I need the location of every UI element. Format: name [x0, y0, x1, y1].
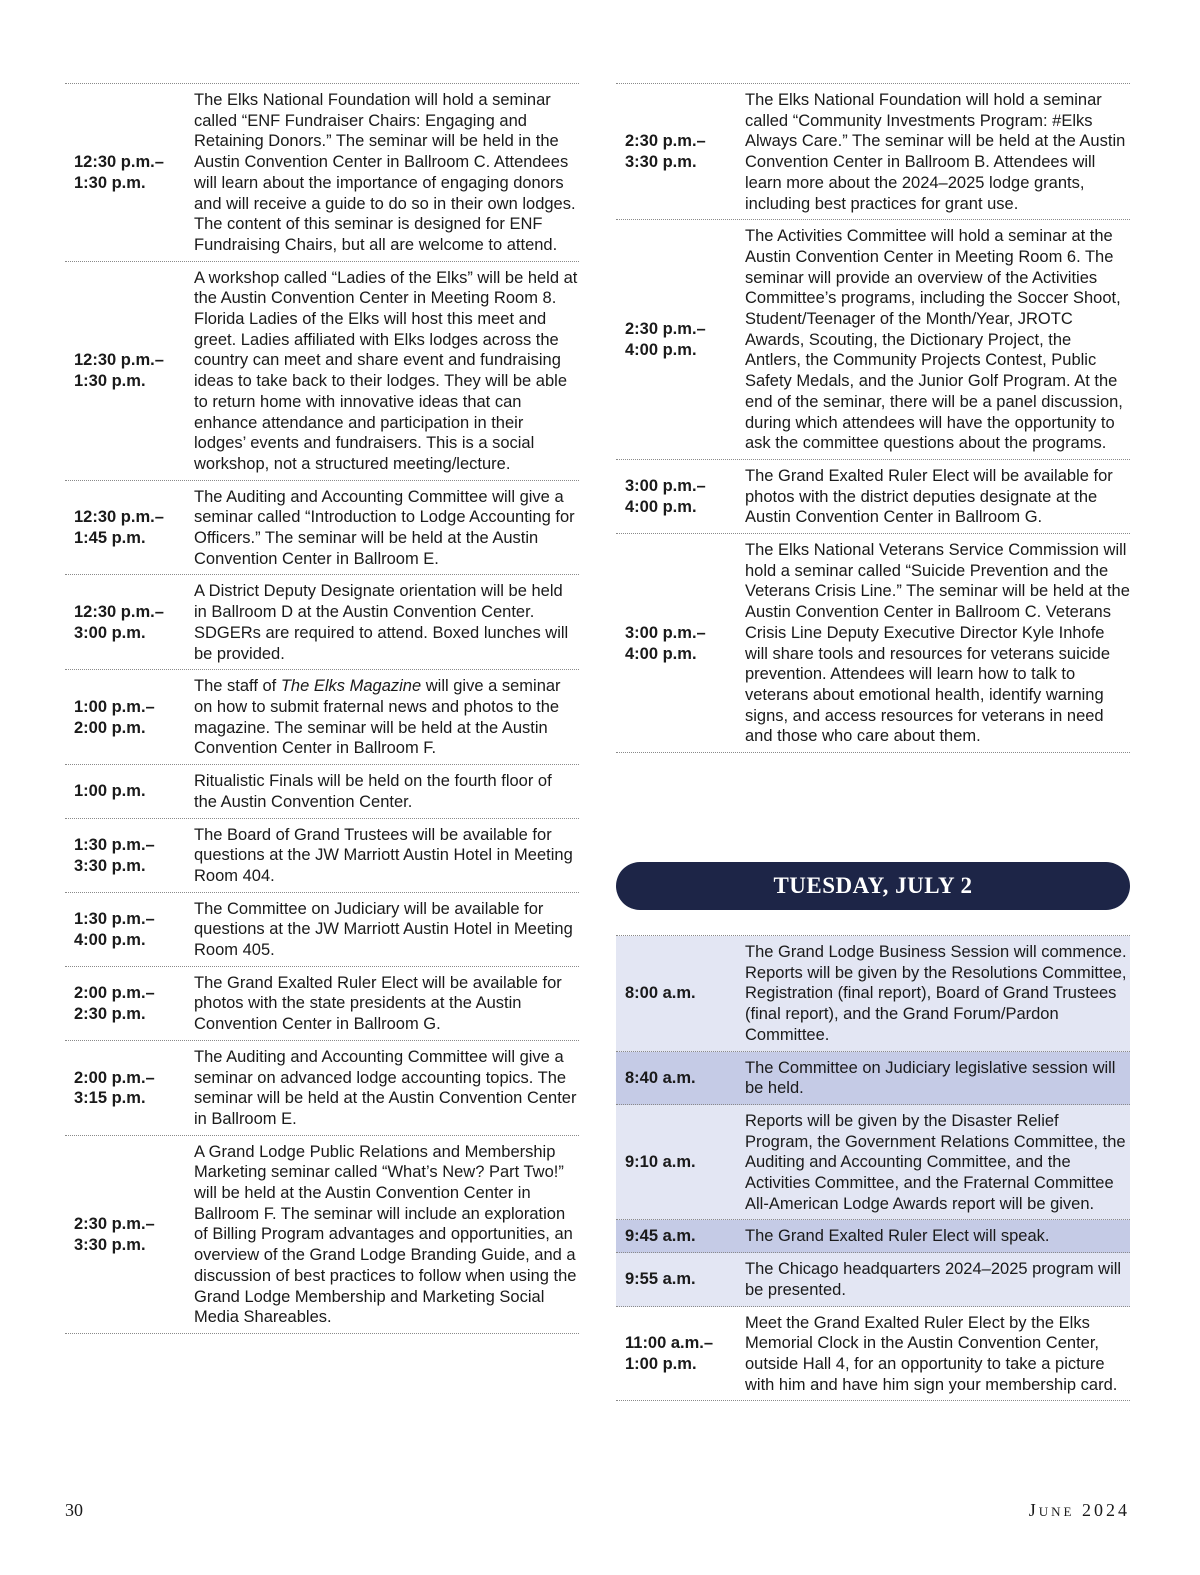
- event-description: The Grand Exalted Ruler Elect will speak.: [745, 1227, 1050, 1246]
- event-description: The Elks National Foundation will hold a seminar called “ENF Fundraiser Chairs: Engaging and Retaining Donors.” The seminar will be held in the Austin Convention Center in Ballroom C. Attendees will learn about the importance of engaging donors and will receive a guide to do so in their own lodges. The content of this seminar is designed for ENF Fundraising Chairs, but all are welcome to attend.: [194, 91, 576, 254]
- schedule-row: [65, 1041, 579, 1136]
- event-description: Reports will be given by the Disaster Relief Program, the Government Relations Committee, the Auditing and Accounting Committee, and the Activities Committee, and the Fraternal Committee All-American Lodge Awards report will be given.: [745, 1111, 1126, 1213]
- day-heading: TUESDAY, JULY 2: [616, 862, 1130, 910]
- event-start-time: 9:45 a.m.: [625, 1227, 696, 1246]
- event-description: The Grand Lodge Business Session will commence. Reports will be given by the Resolutions Committee, Registration (final report), Board of Grand Trustees (final report), and the Grand Forum/Pardon Committee.: [745, 943, 1127, 1044]
- event-end-time: 3:00 p.m.: [74, 623, 146, 642]
- event-start-time: 2:00 p.m.–: [74, 984, 155, 1003]
- schedule-row: [65, 84, 579, 262]
- event-start-time: 1:00 p.m.: [74, 782, 146, 801]
- schedule-list: [65, 83, 579, 1334]
- event-time: [616, 319, 745, 360]
- event-time: [616, 1226, 745, 1247]
- event-start-time: 3:00 p.m.–: [625, 623, 706, 642]
- event-start-time: 1:30 p.m.–: [74, 835, 155, 854]
- event-time: [616, 131, 745, 172]
- event-time: [65, 781, 194, 802]
- schedule-row: [65, 262, 579, 481]
- event-end-time: 4:00 p.m.: [625, 498, 697, 516]
- event-time: [65, 835, 194, 876]
- event-end-time: 4:00 p.m.: [625, 644, 697, 663]
- event-end-time: 2:30 p.m.: [74, 1004, 146, 1023]
- schedule-list: [616, 935, 1130, 1401]
- event-description: A workshop called “Ladies of the Elks” will be held at the Austin Convention Center in Meeting Room 8. Florida Ladies of the Elks will host this meet and greet. Ladies affiliated with Elks lodges across the country can meet and share event and fundraising ideas to take back to their lodges. They will be able to return home with innovative ideas that can enhance attendance and participation in their lodges’ events and fundraisers. This is a social workshop, not a structured meeting/lecture.: [194, 268, 578, 473]
- schedule-row: [65, 819, 579, 893]
- event-end-time: 1:00 p.m.: [625, 1354, 697, 1373]
- schedule-row: [616, 1253, 1130, 1306]
- event-start-time: 9:10 a.m.: [625, 1153, 696, 1172]
- event-end-time: 3:15 p.m.: [74, 1089, 146, 1108]
- event-end-time: 3:30 p.m.: [74, 856, 146, 875]
- schedule-row: [616, 534, 1130, 753]
- event-start-time: 9:55 a.m.: [625, 1270, 696, 1289]
- event-description: The Grand Exalted Ruler Elect will be available for photos with the district deputies designate at the Austin Convention Center in Ballroom G.: [745, 466, 1113, 527]
- event-description: The Board of Grand Trustees will be available for questions at the JW Marriott Austin Hotel in Meeting Room 404.: [194, 825, 573, 885]
- event-description: Ritualistic Finals will be held on the fourth floor of the Austin Convention Center.: [194, 772, 552, 811]
- event-start-time: 2:30 p.m.–: [74, 1215, 155, 1234]
- schedule-row: [616, 1307, 1130, 1402]
- event-time: [65, 152, 194, 193]
- event-time: [65, 350, 194, 391]
- schedule-row: [65, 1136, 579, 1334]
- schedule-row: [65, 670, 579, 765]
- event-start-time: 1:30 p.m.–: [74, 909, 155, 928]
- event-start-time: 12:30 p.m.–: [74, 351, 164, 370]
- schedule-row: [65, 967, 579, 1041]
- event-end-time: 3:30 p.m.: [625, 153, 697, 172]
- schedule-left-column: [65, 83, 579, 1334]
- event-start-time: 8:00 a.m.: [625, 984, 696, 1003]
- event-start-time: 12:30 p.m.–: [74, 603, 164, 622]
- schedule-row: [616, 460, 1130, 534]
- event-time: [65, 983, 194, 1024]
- event-description: The Elks National Veterans Service Commission will hold a seminar called “Suicide Prevention and the Veterans Crisis Line.” The seminar will be held at the Austin Convention Center in Ballroom C. Veterans Crisis Line Deputy Executive Director Kyle Inhofe will share tools and resources for veterans suicide prevention. Attendees will learn how to talk to veterans about emotional health, identify warning signs, and access resources for veterans in need and those who care about them.: [745, 541, 1130, 746]
- event-description: Meet the Grand Exalted Ruler Elect by the Elks Memorial Clock in the Austin Convention Center, outside Hall 4, for an opportunity to take a picture with him and have him sign your membership card.: [745, 1313, 1118, 1394]
- event-start-time: 8:40 a.m.: [625, 1068, 696, 1087]
- event-time: [616, 623, 745, 664]
- event-end-time: 2:00 p.m.: [74, 718, 146, 737]
- event-time: [65, 909, 194, 950]
- event-description: The Committee on Judiciary will be available for questions at the JW Marriott Austin Hotel in Meeting Room 405.: [194, 899, 573, 960]
- event-description: A Grand Lodge Public Relations and Membership Marketing seminar called “What’s New? Part Two!” will be held at the Austin Convention Center in Ballroom F. The seminar will include an exploration of Billing Program advantages and opportunities, an overview of the Grand Lodge Branding Guide, and a discussion of best practices to follow when using the Grand Lodge Membership and Marketing Social Media Shareables.: [194, 1142, 577, 1327]
- event-end-time: 3:30 p.m.: [74, 1235, 146, 1254]
- schedule-row: [65, 893, 579, 967]
- event-description: The Auditing and Accounting Committee will give a seminar called “Introduction to Lodge Accounting for Officers.” The seminar will be held at the Austin Convention Center in Ballroom E.: [194, 487, 575, 568]
- schedule-right-column: [616, 83, 1130, 753]
- event-time: [65, 697, 194, 738]
- event-time: [65, 507, 194, 548]
- event-description: The Grand Exalted Ruler Elect will be available for photos with the state presidents at the Austin Convention Center in Ballroom G.: [194, 973, 562, 1034]
- issue-date: June 2024: [1028, 1500, 1130, 1520]
- event-time: [616, 1333, 745, 1374]
- event-description: The staff of The Elks Magazine will give a seminar on how to submit fraternal news and photos to the magazine. The seminar will be held at the Austin Convention Center in Ballroom F.: [194, 677, 561, 758]
- event-start-time: 11:00 a.m.–: [625, 1334, 714, 1353]
- event-time: [616, 476, 745, 517]
- event-time: [65, 1068, 194, 1109]
- event-time: [65, 1214, 194, 1255]
- schedule-row: [616, 84, 1130, 220]
- event-description: The Chicago headquarters 2024–2025 program will be presented.: [745, 1260, 1122, 1299]
- event-end-time: 4:00 p.m.: [74, 930, 146, 949]
- event-end-time: 1:30 p.m.: [74, 372, 146, 391]
- schedule-row: [616, 1220, 1130, 1253]
- schedule-row: [616, 1105, 1130, 1221]
- event-start-time: 2:00 p.m.–: [74, 1068, 155, 1087]
- event-start-time: 2:30 p.m.–: [625, 132, 706, 151]
- event-start-time: 2:30 p.m.–: [625, 320, 706, 339]
- schedule-row: [65, 765, 579, 818]
- event-description: The Activities Committee will hold a seminar at the Austin Convention Center in Meeting Room 6. The seminar will provide an overview of the Activities Committee’s programs, including the Soccer Shoot, Student/Teenager of the Month/Year, JROTC Awards, Scouting, the Dictionary Project, the Antlers, the Community Projects Contest, Public Safety Medals, and the Junior Golf Program. At the end of the seminar, there will be a panel discussion, during which attendees will have the opportunity to ask the committee questions about the programs.: [745, 227, 1123, 453]
- event-description: The Committee on Judiciary legislative session will be held.: [745, 1058, 1116, 1098]
- page-number: 30: [65, 1500, 83, 1520]
- event-time: [65, 602, 194, 643]
- schedule-row: [65, 575, 579, 670]
- event-description: A District Deputy Designate orientation will be held in Ballroom D at the Austin Convention Center. SDGERs are required to attend. Boxed lunches will be provided.: [194, 582, 569, 663]
- event-start-time: 3:00 p.m.–: [625, 477, 706, 496]
- event-time: [616, 1068, 745, 1089]
- event-end-time: 1:45 p.m.: [74, 529, 146, 548]
- event-description: The Auditing and Accounting Committee will give a seminar on advanced lodge accounting topics. The seminar will be held at the Austin Convention Center in Ballroom E.: [194, 1047, 577, 1128]
- schedule-row: [616, 220, 1130, 460]
- event-time: [616, 1269, 745, 1290]
- event-start-time: 1:00 p.m.–: [74, 697, 155, 716]
- event-time: [616, 1152, 745, 1173]
- event-end-time: 1:30 p.m.: [74, 173, 146, 192]
- schedule-row: [616, 1052, 1130, 1105]
- tuesday-schedule-column: [616, 935, 1130, 1401]
- publication-title: The Elks Magazine: [280, 677, 422, 696]
- schedule-list: [616, 83, 1130, 753]
- event-end-time: 4:00 p.m.: [625, 341, 697, 360]
- event-description: The Elks National Foundation will hold a seminar called “Community Investments Program: #Elks Always Care.” The seminar will be held at the Austin Convention Center in Ballroom B. Attendees will learn more about the 2024–2025 lodge grants, including best practices for grant use.: [745, 91, 1126, 213]
- schedule-row: [616, 936, 1130, 1052]
- event-start-time: 12:30 p.m.–: [74, 153, 164, 172]
- schedule-row: [65, 481, 579, 576]
- event-time: [616, 983, 745, 1004]
- event-start-time: 12:30 p.m.–: [74, 508, 164, 527]
